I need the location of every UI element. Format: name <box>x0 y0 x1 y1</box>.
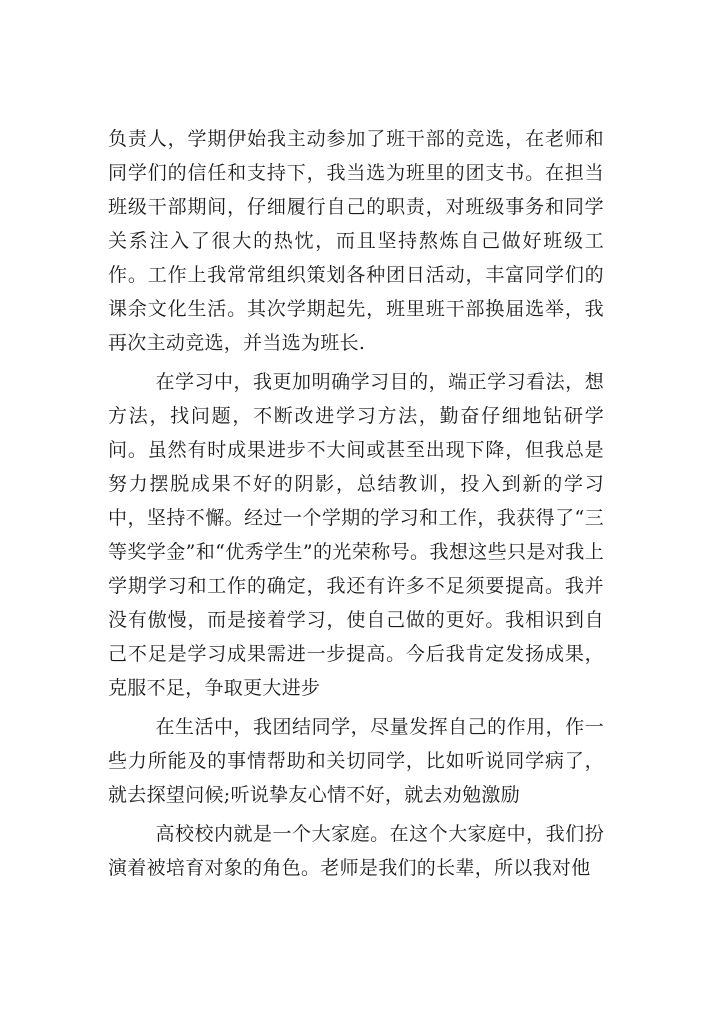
paragraph: 在生活中，我团结同学，尽量发挥自己的作用，作一些力所能及的事情帮助和关切同学，比如听说同学病了，就去探望问候;听说挚友心情不好，就去劝勉激励 <box>108 716 604 806</box>
document-body <box>108 122 604 890</box>
paragraph: 在学习中，我更加明确学习目的，端正学习看法，想方法，找问题，不断改进学习方法，勤奋仔细地钻研学问。虽然有时成果进步不大间或甚至出现下降，但我总是努力摆脱成果不好的阴影，总结教训，投入到新的学习中，坚持不懈。经过一个学期的学习和工作，我获得了“三等奖学金”和“优秀学生”的光荣称号。我想这些只是对我上学期学习和工作的确定，我还有许多不足须要提高。我并没有傲慢，而是接着学习，使自己做的更好。我相识到自己不足是学习成果需进一步提高。今后我肯定发扬成果，克服不足，争取更大进步 <box>108 371 604 699</box>
paragraph: 负责人，学期伊始我主动参加了班干部的竞选，在老师和同学们的信任和支持下，我当选为班里的团支书。在担当班级干部期间，仔细履行自己的职责，对班级事务和同学关系注入了很大的热忱，而且坚持熬炼自己做好班级工作。工作上我常常组织策划各种团日活动，丰富同学们的课余文化生活。其次学期起先，班里班干部换届选举，我再次主动竞选，并当选为班长. <box>108 128 604 354</box>
paragraph: 高校校内就是一个大家庭。在这个大家庭中，我们扮演着被培育对象的角色。老师是我们的长辈，所以我对他 <box>108 823 604 879</box>
